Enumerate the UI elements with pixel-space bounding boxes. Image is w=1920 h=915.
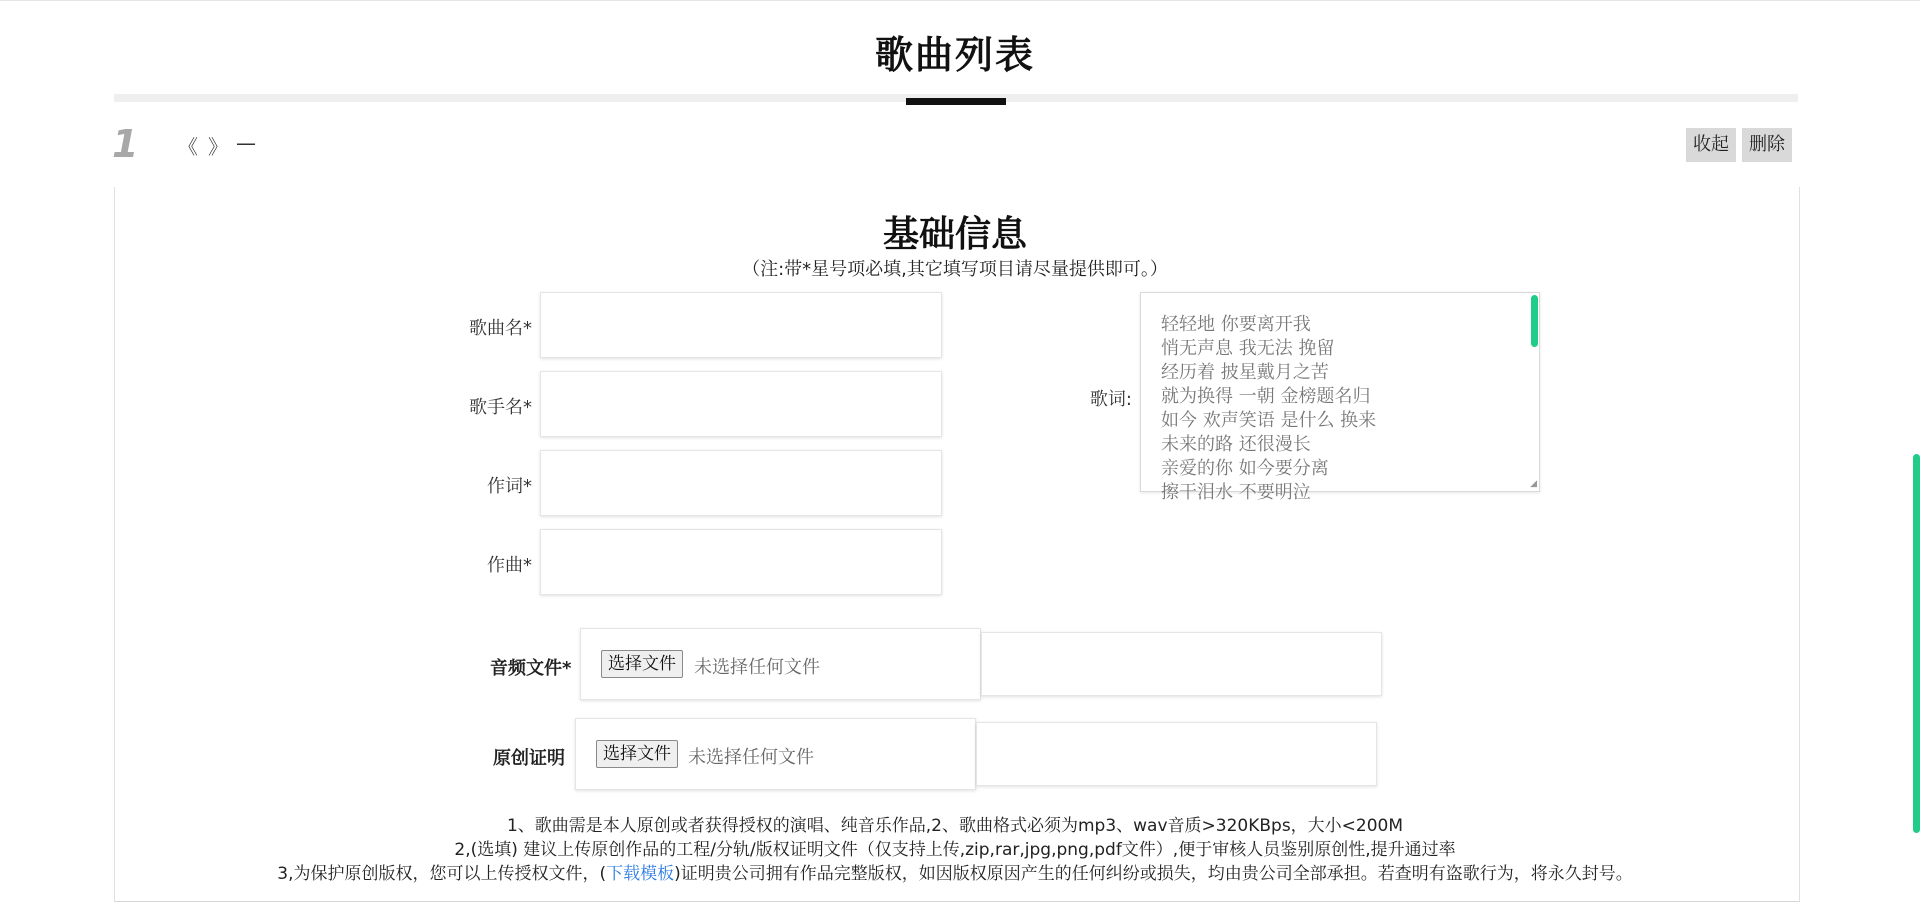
song-name-input[interactable] bbox=[540, 292, 942, 358]
page-scrollbar[interactable] bbox=[1913, 454, 1920, 833]
move-prev-button[interactable]: 《 bbox=[178, 135, 198, 159]
singer-input[interactable] bbox=[540, 371, 942, 437]
nav-dash: — bbox=[236, 131, 256, 155]
section-title: 基础信息 bbox=[882, 214, 1027, 255]
song-name-label: 歌曲名* bbox=[469, 318, 532, 339]
audio-file-label: 音频文件* bbox=[490, 658, 572, 679]
proof-file-label: 原创证明 bbox=[493, 748, 565, 769]
resize-grip-icon[interactable]: ◢ bbox=[1530, 479, 1537, 489]
proof-file-status: 未选择任何文件 bbox=[688, 747, 814, 768]
lyrics-line: 经历着 披星戴月之苦 bbox=[1161, 362, 1329, 383]
page-title: 歌曲列表 bbox=[874, 33, 1035, 77]
collapse-button[interactable]: 收起 bbox=[1686, 128, 1736, 162]
lyrics-line: 就为换得 一朝 金榜题名归 bbox=[1161, 386, 1371, 407]
upload-note-1: 1、歌曲需是本人原创或者获得授权的演唱、纯音乐作品,2、歌曲格式必须为mp3、wav音质>320KBps，大小<200M bbox=[506, 816, 1404, 836]
song-form-card bbox=[114, 187, 1800, 902]
upload-note-3: 3,为保护原创版权，您可以上传授权文件，(下载模板)证明贵公司拥有作品完整版权，如因版权原因产生的任何纠纷或损失，均由贵公司全部承担。若查明有盗歌行为，将永久封号。 bbox=[277, 864, 1633, 884]
audio-choose-file-button[interactable]: 选择文件 bbox=[601, 650, 683, 678]
move-next-button[interactable]: 》 bbox=[208, 135, 228, 159]
title-divider-accent bbox=[906, 98, 1006, 105]
composer-input[interactable] bbox=[540, 529, 942, 595]
song-index: 1 bbox=[112, 122, 139, 166]
delete-button[interactable]: 删除 bbox=[1742, 128, 1792, 162]
top-border bbox=[0, 0, 1920, 1]
proof-choose-file-button[interactable]: 选择文件 bbox=[596, 740, 678, 768]
lyricist-label: 作词* bbox=[487, 476, 532, 497]
lyrics-line: 如今 欢声笑语 是什么 换来 bbox=[1161, 410, 1377, 431]
audio-file-status: 未选择任何文件 bbox=[694, 657, 820, 678]
lyrics-line: 未来的路 还很漫长 bbox=[1161, 434, 1311, 455]
proof-file-name-input[interactable] bbox=[976, 722, 1377, 786]
composer-label: 作曲* bbox=[487, 555, 532, 576]
section-note: （注:带*星号项必填,其它填写项目请尽量提供即可。） bbox=[742, 259, 1168, 280]
proof-file-picker[interactable] bbox=[575, 718, 976, 790]
singer-label: 歌手名* bbox=[469, 397, 532, 418]
lyrics-content bbox=[1161, 313, 1521, 505]
lyrics-textarea[interactable] bbox=[1140, 292, 1540, 503]
lyricist-input[interactable] bbox=[540, 450, 942, 516]
lyrics-line: 轻轻地 你要离开我 bbox=[1161, 314, 1311, 335]
lyrics-scrollbar[interactable] bbox=[1531, 295, 1538, 347]
download-template-link[interactable]: 下载模板 bbox=[606, 864, 675, 884]
audio-file-name-input[interactable] bbox=[981, 632, 1382, 696]
lyrics-line: 亲爱的你 如今要分离 bbox=[1161, 458, 1329, 479]
audio-file-picker[interactable] bbox=[580, 628, 981, 700]
lyrics-line: 擦干泪水 不要明泣 bbox=[1161, 482, 1311, 503]
lyrics-line: 悄无声息 我无法 挽留 bbox=[1161, 338, 1335, 359]
lyrics-label: 歌词: bbox=[1089, 389, 1132, 410]
upload-note-2: 2,(选填) 建议上传原创作品的工程/分轨/版权证明文件（仅支持上传,zip,rar,jpg,png,pdf文件）,便于审核人员鉴别原创性,提升通过率 bbox=[454, 840, 1456, 860]
